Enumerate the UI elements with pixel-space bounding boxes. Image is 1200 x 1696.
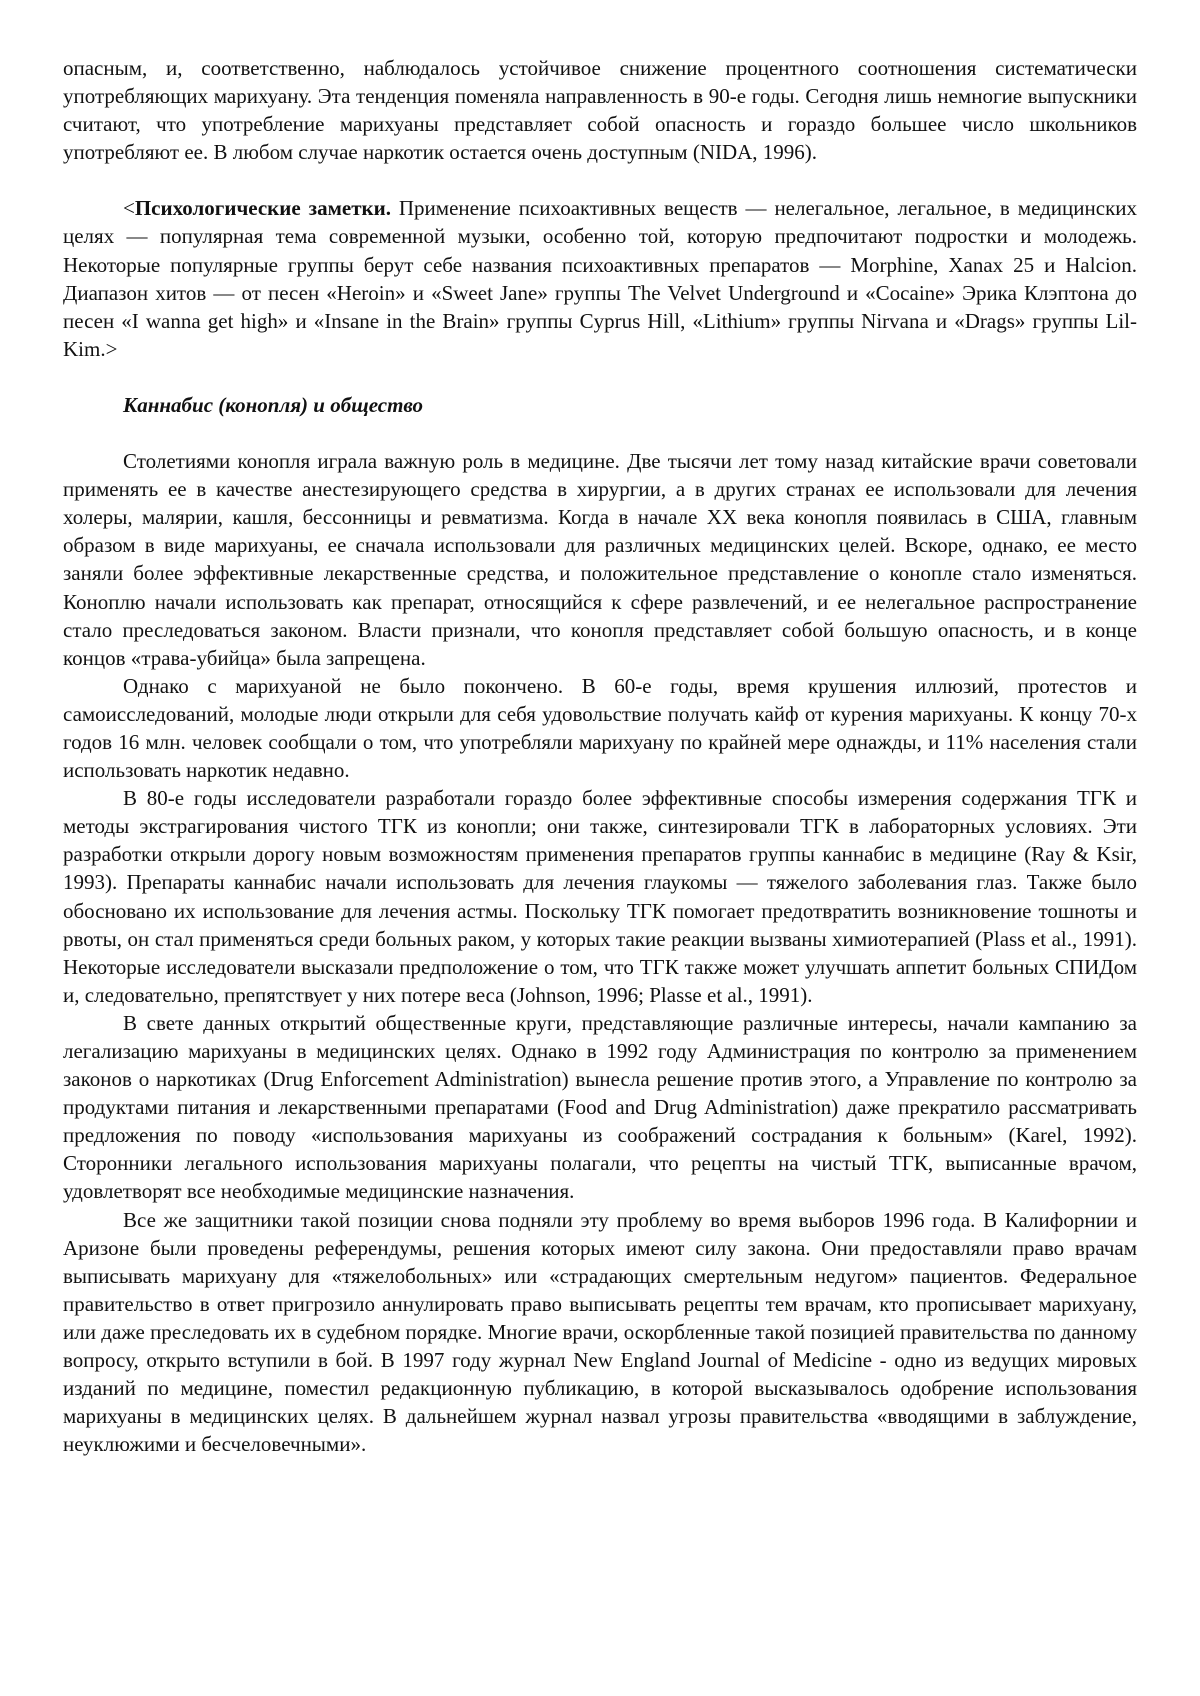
paragraph-history: Столетиями конопля играла важную роль в медицине. Две тысячи лет тому назад китайские врачи советовали применять ее в качестве анестезирующего средства в хирургии, а в других странах ее использовали для лечения холеры, малярии, кашля, бессонницы и ревматизма. Когда в начале XX века конопля появилась в США, главным образом в виде марихуаны, ее сначала использовали для различных медицинских целей. Вскоре, однако, ее место заняли более эффективные лекарственные средства, и положительное представление о конопле стало изменяться. Коноплю начали использовать как препарат, относящийся к сфере развлечений, и ее нелегальное распространение стало преследоваться законом. Власти признали, что конопля представляет собой большую опасность, и в конце концов «трава-убийца» была запрещена.: [63, 449, 1137, 670]
paragraph-sixties: Однако с марихуаной не было покончено. В 60-е годы, время крушения иллюзий, протестов и самоисследований, молодые люди открыли для себя удовольствие получать кайф от курения марихуаны. К концу 70-х годов 16 млн. человек сообщали о том, что употребляли марихуану по крайней мере однажды, и 11% населения стали использовать наркотик недавно.: [63, 673, 1137, 783]
paragraph-legalization: В свете данных открытий общественные круги, представляющие различные интересы, начали кампанию за легализацию марихуаны в медицинских целях. Однако в 1992 году Администрация по контролю за применением законов о наркотиках (Drug Enforcement Administration) вынесла решение против этого, а Управление по контролю за продуктами питания и лекарственными препаратами (Food and Drug Administration) даже прекратило рассматривать предложения по поводу «использования марихуаны из соображений сострадания к больным» (Karel, 1992). Сторонники легального использования марихуаны полагали, что рецепты на чистый ТГК, выписанные врачом, удовлетворят все необходимые медицинские назначения.: [63, 1010, 1137, 1204]
note-heading: Психологические заметки.: [134, 196, 391, 221]
note-body: Применение психоактивных веществ — нелегальное, легальное, в медицинских целях — популярная тема современной музыки, особенно той, которую предпочитают подростки и молодежь. Некоторые популярные группы берут себе названия психоактивных препаратов — Morphine, Xanax 25 и Halcion. Диапазон хитов — от песен «Heroin» и «Sweet Jane» группы The Velvet Underground и «Cocaine» Эрика Клэптона до песен «I wanna get high» и «Insane in the Brain» группы Cyprus Hill, «Lithium» группы Nirvana и «Drags» группы Lil-Kim.>: [63, 196, 1138, 361]
document-page: [63, 54, 1137, 1458]
paragraph-intro: опасным, и, соответственно, наблюдалось устойчивое снижение процентного соотношения систематически употребляющих марихуану. Эта тенденция поменяла направленность в 90-е годы. Сегодня лишь немногие выпускники считают, что употребление марихуаны представляет собой опасность и гораздо большее число школьников употребляют ее. В любом случае наркотик остается очень доступным (NIDA, 1996).: [63, 56, 1137, 165]
paragraph-gap: [63, 363, 1137, 391]
paragraph-gap: [63, 166, 1137, 194]
section-heading: Каннабис (конопля) и общество: [123, 392, 424, 417]
paragraph-elections: Все же защитники такой позиции снова подняли эту проблему во время выборов 1996 года. В Калифорнии и Аризоне были проведены референдумы, решения которых имеют силу закона. Они предоставляли право врачам выписывать марихуану для «тяжелобольных» или «страдающих смертельным недугом» пациентов. Федеральное правительство в ответ пригрозило аннулировать право выписывать рецепты тем врачам, кто прописывает марихуану, или даже преследовать их в судебном порядке. Многие врачи, оскорбленные такой позицией правительства по данному вопросу, открыто вступили в бой. В 1997 году журнал New England Journal of Medicine - одно из ведущих мировых изданий по медицине, поместил редакционную публикацию, в которой высказывалось одобрение использования марихуаны в медицинских целях. В дальнейшем журнал назвал угрозы правительства «вводящими в заблуждение, неуклюжими и бесчеловечными».: [63, 1207, 1137, 1457]
paragraph-eighties: В 80-е годы исследователи разработали гораздо более эффективные способы измерения содержания ТГК и методы экстрагирования чистого ТГК из конопли; они также, синтезировали ТГК в лабораторных условиях. Эти разработки открыли дорогу новым возможностям применения препаратов группы каннабис в медицине (Ray & Ksir, 1993). Препараты каннабис начали использовать для лечения глаукомы — тяжелого заболевания глаз. Также было обосновано их использование для лечения астмы. Поскольку ТГК помогает предотвратить возникновение тошноты и рвоты, он стал применяться среди больных раком, у которых такие реакции вызваны химиотерапией (Plass et al., 1991). Некоторые исследователи высказали предположение о том, что ТГК также может улучшать аппетит больных СПИДом и, следовательно, препятствует у них потере веса (Johnson, 1996; Plasse et al., 1991).: [63, 786, 1137, 1007]
psychology-note: [63, 194, 1137, 363]
paragraph-gap: [63, 419, 1137, 447]
note-open-bracket: <: [123, 196, 135, 221]
